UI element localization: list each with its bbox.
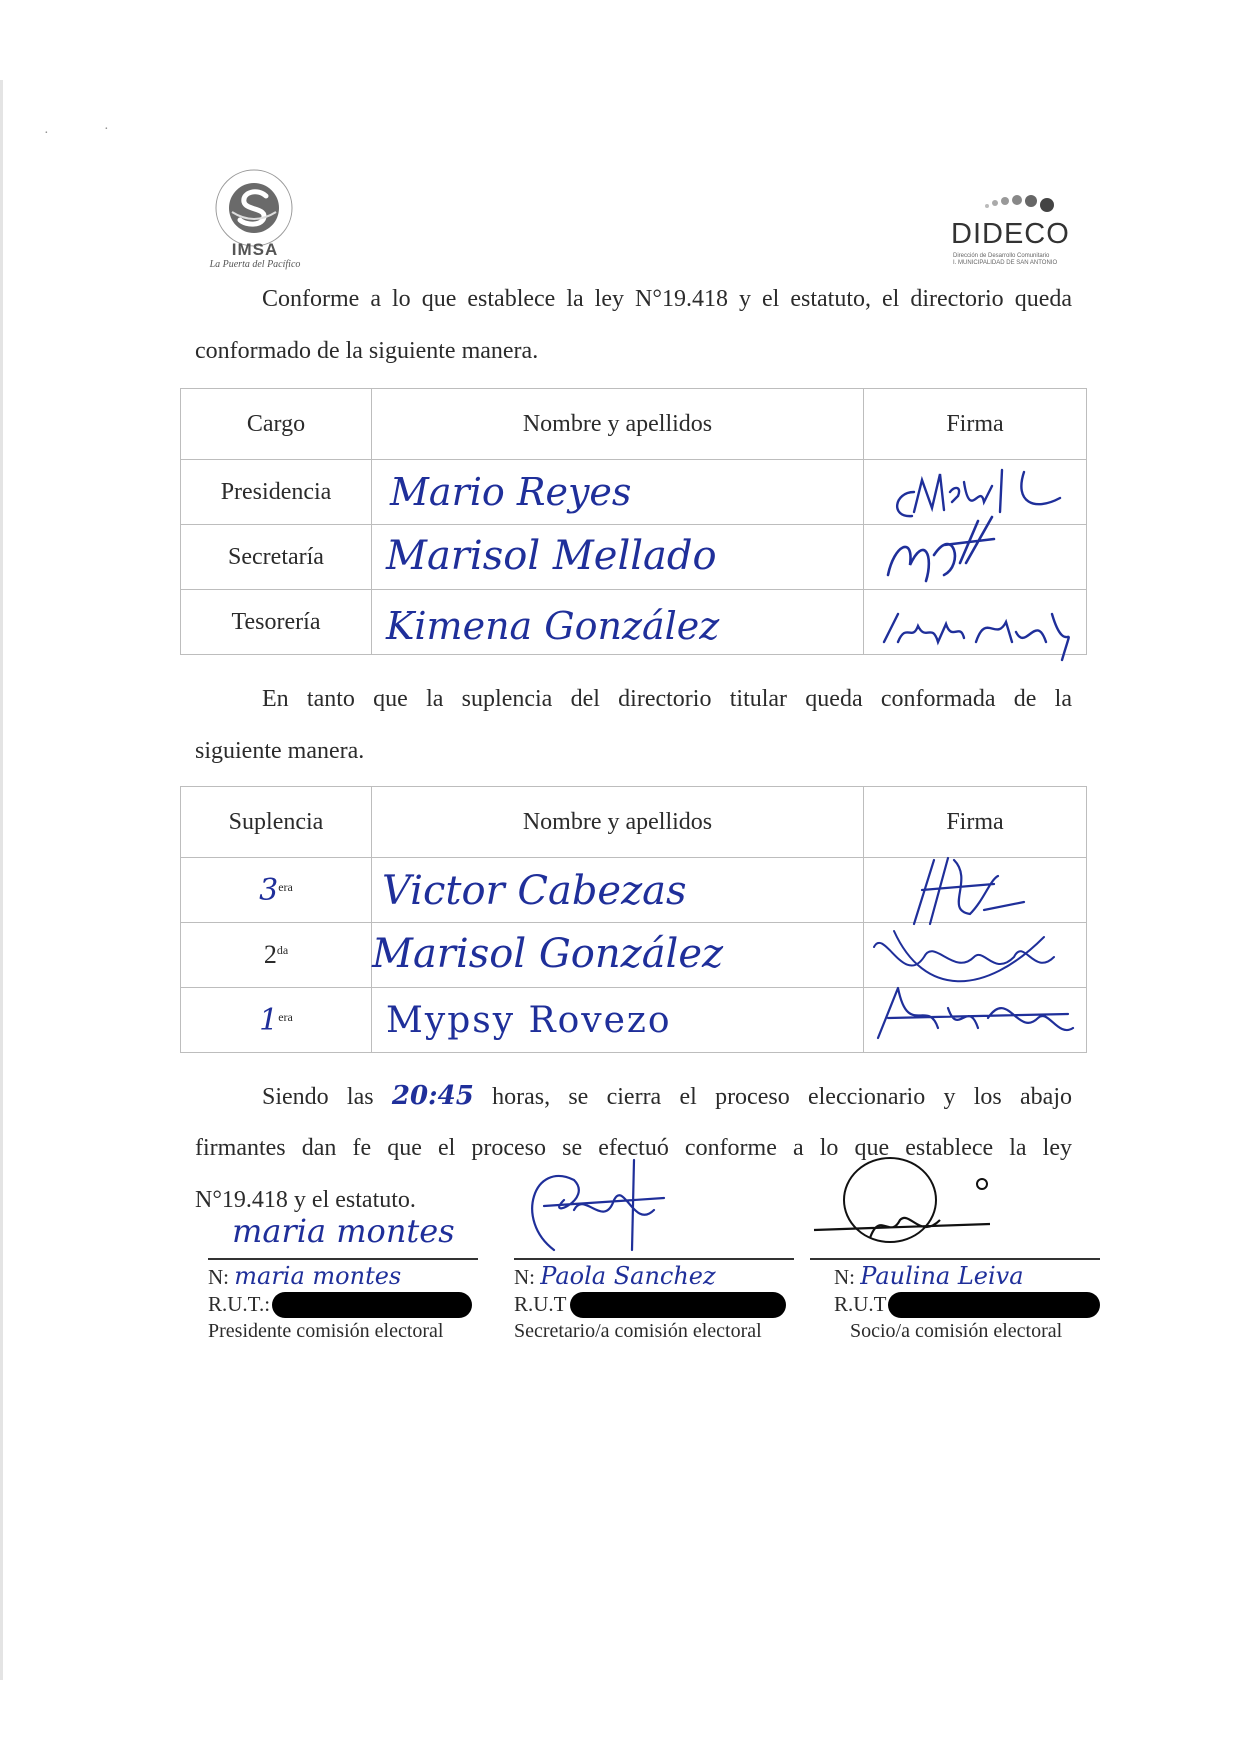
closing-time: 20:45 bbox=[391, 1081, 474, 1111]
imsa-logo bbox=[195, 168, 315, 276]
handwritten-name: Mypsy Rovezo bbox=[386, 1000, 672, 1041]
name-line bbox=[208, 1262, 401, 1290]
handwritten-name: Marisol González bbox=[372, 931, 724, 977]
suplencia-table bbox=[180, 786, 1087, 1053]
handwritten-name: Marisol Mellado bbox=[386, 533, 717, 579]
cargo-cell: Secretaría bbox=[181, 525, 372, 590]
handwritten-name: Victor Cabezas bbox=[382, 868, 687, 914]
header-nombre: Nombre y apellidos bbox=[372, 389, 864, 460]
signature-presidente: maria montes bbox=[232, 1212, 455, 1250]
redaction-bar bbox=[570, 1292, 786, 1318]
header-suplencia: Suplencia bbox=[181, 787, 372, 858]
cargo-cell: Tesorería bbox=[181, 590, 372, 655]
dideco-logo bbox=[945, 192, 1075, 268]
header-nombre: Nombre y apellidos bbox=[372, 787, 864, 858]
n-label: N: bbox=[208, 1265, 229, 1289]
suplencia-suffix: era bbox=[278, 1009, 293, 1024]
suplencia-num: 3 bbox=[259, 872, 279, 908]
redaction-bar bbox=[272, 1292, 472, 1318]
nombre-cell bbox=[372, 923, 864, 988]
handwritten-printed-name: Paulina Leiva bbox=[860, 1262, 1024, 1290]
nombre-cell bbox=[372, 460, 864, 525]
scan-speck: · bbox=[44, 126, 49, 141]
handwritten-name: Kimena González bbox=[386, 604, 720, 648]
name-line bbox=[514, 1262, 716, 1290]
nombre-cell bbox=[372, 590, 864, 655]
signature-line bbox=[208, 1258, 478, 1260]
intro-line-2: conformado de la siguiente manera. bbox=[195, 338, 539, 364]
rut-label: R.U.T bbox=[514, 1292, 567, 1316]
suplencia-suffix: da bbox=[276, 943, 289, 957]
scan-edge bbox=[0, 80, 3, 1680]
dideco-name: DIDECO bbox=[951, 218, 1070, 250]
signature-secretario bbox=[514, 1150, 674, 1260]
signature-socio bbox=[810, 1150, 1010, 1260]
n-label: N: bbox=[834, 1265, 855, 1289]
dideco-sub1: Dirección de Desarrollo Comunitario bbox=[953, 253, 1050, 259]
suplencia-num: 1 bbox=[259, 1002, 279, 1038]
role-label: Presidente comisión electoral bbox=[208, 1320, 444, 1342]
nombre-cell bbox=[372, 525, 864, 590]
closing-pre: Siendo las bbox=[262, 1084, 374, 1110]
header-firma: Firma bbox=[864, 389, 1087, 460]
signature-line bbox=[810, 1258, 1100, 1260]
firma-cell bbox=[864, 988, 1087, 1053]
imsa-seal-icon bbox=[214, 168, 294, 248]
rut-label: R.U.T bbox=[834, 1292, 887, 1316]
intro-line-1: Conforme a lo que establece la ley N°19.418 y el estatuto, el directorio queda bbox=[262, 286, 1072, 312]
imsa-tagline: La Puerta del Pacífico bbox=[209, 259, 301, 270]
closing-line-1 bbox=[262, 1082, 1072, 1111]
suplencia-num: 2 bbox=[263, 940, 277, 969]
rut-label: R.U.T.: bbox=[208, 1292, 271, 1316]
signatory-presidente bbox=[208, 1150, 478, 1342]
suplencia-suffix: era bbox=[278, 879, 293, 894]
signatory-secretario bbox=[514, 1150, 794, 1342]
redaction-bar bbox=[888, 1292, 1100, 1318]
role-label: Socio/a comisión electoral bbox=[850, 1320, 1063, 1342]
suplencia-cell bbox=[181, 988, 372, 1053]
signature-tesoreria bbox=[876, 602, 1086, 666]
rut-line bbox=[514, 1292, 567, 1317]
closing-post: horas, se cierra el proceso eleccionario y los abajo bbox=[492, 1084, 1072, 1110]
imsa-name: IMSA bbox=[231, 240, 279, 259]
signature-secretaria bbox=[874, 515, 1034, 595]
scan-speck: · bbox=[104, 122, 109, 137]
suplencia-intro-line-2: siguiente manera. bbox=[195, 738, 365, 764]
header-cargo: Cargo bbox=[181, 389, 372, 460]
rut-line bbox=[208, 1292, 270, 1317]
directorio-table bbox=[180, 388, 1087, 655]
nombre-cell bbox=[372, 858, 864, 923]
firma-cell bbox=[864, 590, 1087, 655]
role-label: Secretario/a comisión electoral bbox=[514, 1320, 762, 1342]
handwritten-name: Mario Reyes bbox=[390, 470, 632, 514]
firma-cell bbox=[864, 858, 1087, 923]
header-firma: Firma bbox=[864, 787, 1087, 858]
dideco-sub2: I. MUNICIPALIDAD DE SAN ANTONIO bbox=[953, 260, 1058, 266]
name-line bbox=[834, 1262, 1024, 1290]
signature-line bbox=[514, 1258, 794, 1260]
closing-line-2: firmantes dan fe que el proceso se efectuó conforme a lo que establece la ley bbox=[195, 1135, 1072, 1161]
suplencia-intro-line-1: En tanto que la suplencia del directorio titular queda conformada de la bbox=[262, 686, 1072, 712]
signatory-socio bbox=[810, 1150, 1100, 1342]
handwritten-printed-name: maria montes bbox=[234, 1262, 402, 1290]
dideco-dots-icon bbox=[975, 192, 1075, 218]
nombre-cell bbox=[372, 988, 864, 1053]
suplencia-cell bbox=[181, 923, 372, 988]
closing-line-3: N°19.418 y el estatuto. bbox=[195, 1187, 416, 1213]
n-label: N: bbox=[514, 1265, 535, 1289]
dideco-subtitle bbox=[953, 253, 1073, 267]
handwritten-printed-name: Paola Sanchez bbox=[540, 1262, 716, 1290]
signature-suplente-1 bbox=[868, 978, 1083, 1054]
suplencia-cell bbox=[181, 858, 372, 923]
firma-cell bbox=[864, 525, 1087, 590]
cargo-cell: Presidencia bbox=[181, 460, 372, 525]
rut-line bbox=[834, 1292, 887, 1317]
